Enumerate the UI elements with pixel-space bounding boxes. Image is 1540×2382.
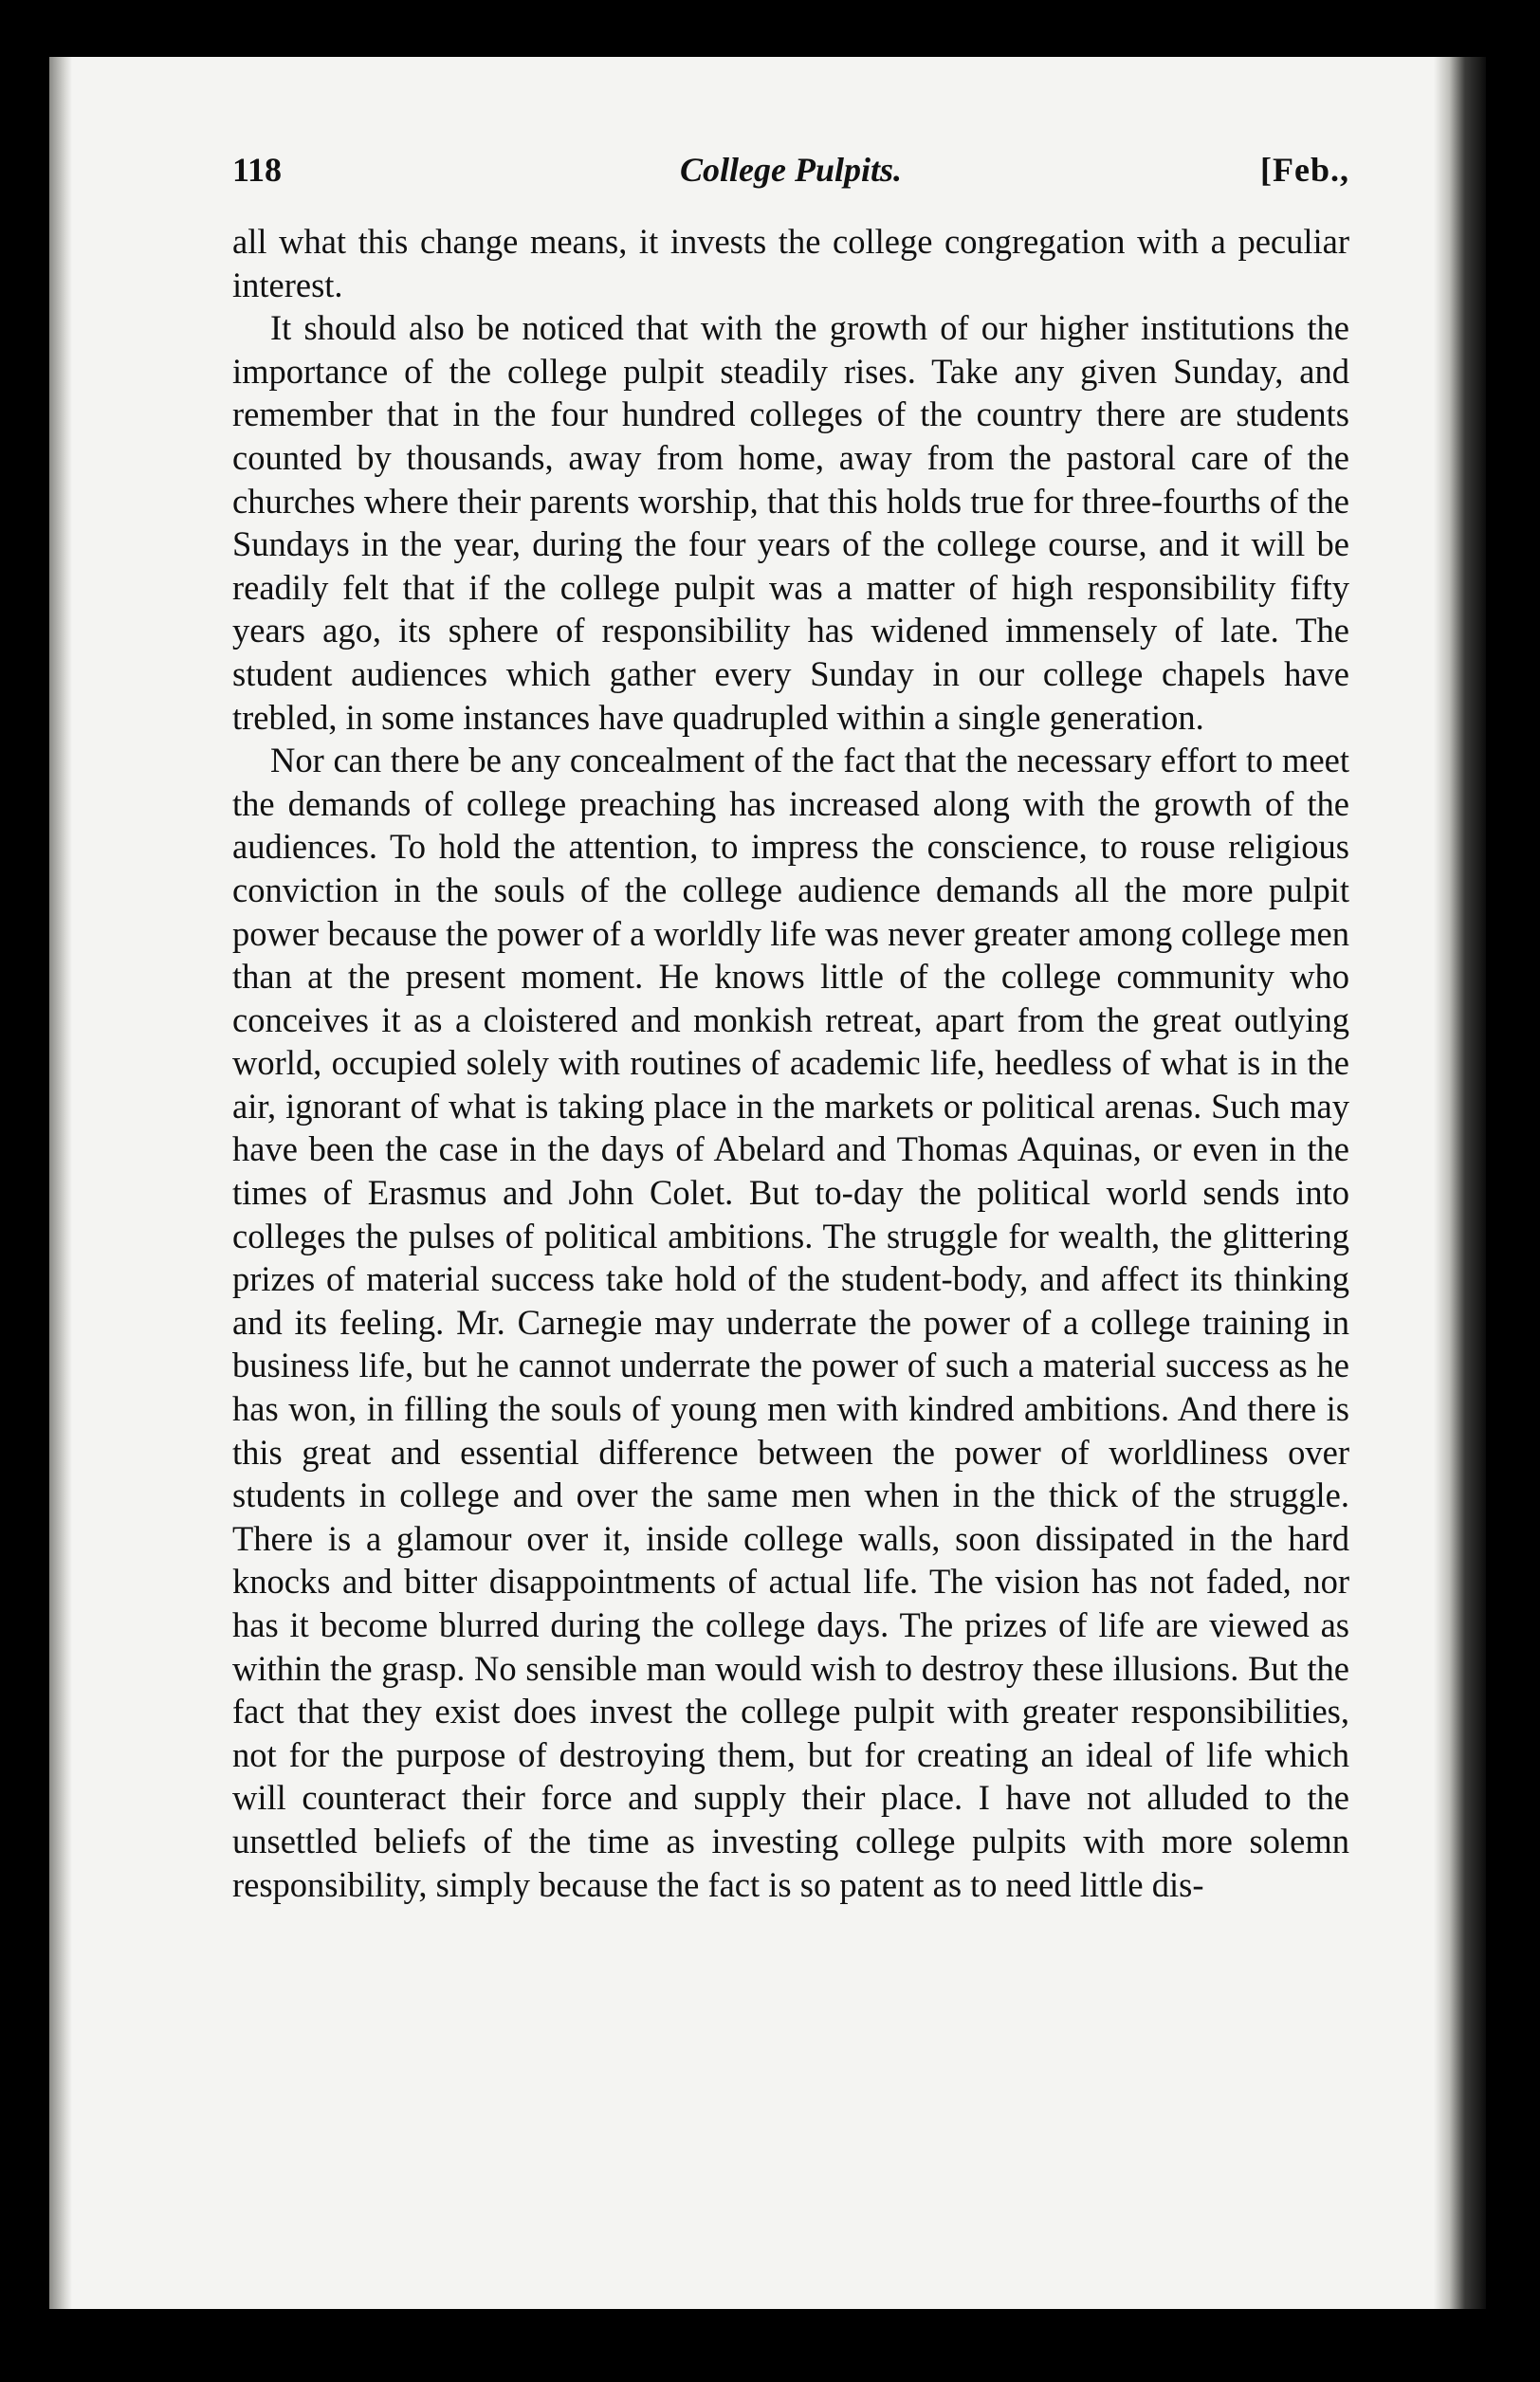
paragraph: Nor can there be any concealment of the fact that the necessary effort to meet the demands of college preaching has increased along with the growth of the audiences. To hold the attention, to impress the conscience, to rouse religious conviction in the souls of the college audience demands all the more pulpit power because the power of a worldly life was never greater among college men than at the present moment. He knows little of the college community who conceives it as a cloistered and monkish retreat, apart from the great outlying world, occupied solely with routines of academic life, heedless of what is in the air, ignorant of what is taking place in the markets or political arenas. Such may have been the case in the days of Abelard and Thomas Aquinas, or even in the times of Erasmus and John Colet. But to-day the political world sends into colleges the pulses of political ambitions. The struggle for wealth, the glittering prizes of material success take hold of the student-body, and affect its thinking and its feeling. Mr. Carnegie may underrate the power of a college training in business life, but he cannot underrate the power of such a material success as he has won, in filling the souls of young men with kindred ambitions. And there is this great and essential difference between the power of worldliness over students in college and over the same men when in the thick of the struggle. There is a glamour over it, inside college walls, soon dissipated in the hard knocks and bitter disappointments of actual life. The vision has not faded, nor has it become blurred during the college days. The prizes of life are viewed as within the grasp. No sensible man would wish to destroy these illusions. But the fact that they exist does invest the college pulpit with greater responsibilities, not for the purpose of destroying them, but for creating an ideal of life which will counteract their force and supply their place. I have not alluded to the unsettled beliefs of the time as investing college pulpits with more solemn responsibility, simply because the fact is so patent as to need little dis- xyxy=(232,741,1349,1904)
page-number: 118 xyxy=(232,151,283,189)
paragraph-continuation: all what this change means, it invests the college congregation with a peculiar interest. xyxy=(232,222,1349,304)
running-title: College Pulpits. xyxy=(680,151,902,189)
page-gutter-shadow xyxy=(49,57,72,2309)
running-header xyxy=(232,150,1349,197)
section-mark: [Feb., xyxy=(1260,151,1349,189)
body-text xyxy=(232,220,1349,1906)
paragraph: It should also be noticed that with the growth of our higher institutions the importance of the college pulpit steadily rises. Take any given Sunday, and remember that in the four hundred colleges of the country there are students counted by thousands, away from home, away from the pastoral care of the churches where their parents worship, that this holds true for three-fourths of the Sundays in the year, during the four years of the college course, and it will be readily felt that if the college pulpit was a matter of high responsibility fifty years ago, its sphere of responsibility has widened immensely of late. The student audiences which gather every Sunday in our college chapels have trebled, in some instances have quadrupled within a single generation. xyxy=(232,308,1349,737)
book-binding-edge xyxy=(1434,57,1486,2309)
